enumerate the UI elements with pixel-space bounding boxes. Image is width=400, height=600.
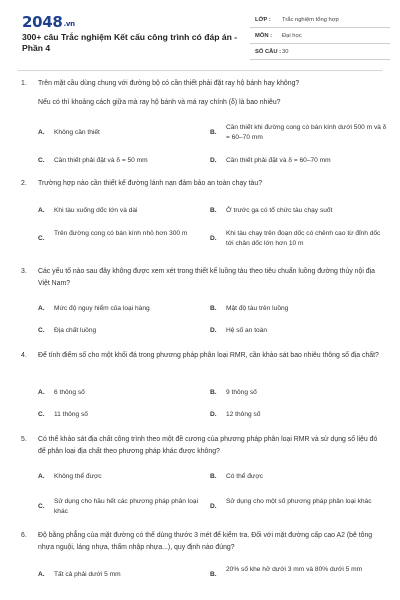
question-number: 3. (21, 268, 27, 275)
option-label: B. (210, 129, 217, 136)
option-label: D. (210, 411, 217, 418)
option-label: D. (210, 157, 217, 164)
option-text: 6 thông số (54, 389, 85, 396)
question-number: 5. (21, 436, 27, 443)
option-text: Không thể được (54, 473, 102, 480)
question-text: Độ bằng phẳng của mặt đường có thể dùng thước 3 mét để kiểm tra. Đối với mặt đường cấp cao A2 (bê tông nhựa nguội, láng nhựa, thấm nhập nhựa...), quy định nào đúng? (38, 532, 373, 551)
option-label: C. (38, 157, 45, 164)
header-divider (18, 70, 382, 71)
option-label: C. (38, 503, 45, 510)
option-text: Tất cả phải dưới 5 mm (54, 571, 121, 578)
option-text: 9 thông số (226, 389, 257, 396)
option-text: Cần thiết khi đường cong có bán kính dưới 500 m và δ = 60–70 mm (226, 124, 387, 141)
option-label: C. (38, 327, 45, 334)
question-number: 2. (21, 180, 27, 187)
option-label: A. (38, 305, 45, 312)
option-label: A. (38, 389, 45, 396)
option-label: B. (210, 305, 217, 312)
question-text: Trường hợp nào cần thiết kế đường lánh nạn đảm bảo an toàn chạy tàu? (38, 180, 263, 187)
option-label: A. (38, 571, 45, 578)
option-text: Không cần thiết (54, 129, 100, 136)
option-label: B. (210, 207, 217, 214)
document-title: 300+ câu Trắc nghiệm Kết cấu công trình có đáp án - Phần 4 (22, 32, 238, 53)
option-label: B. (210, 571, 217, 578)
logo-suffix: .vn (63, 20, 75, 28)
option-text: Mật độ tàu trên luồng (226, 305, 289, 312)
question-number: 6. (21, 532, 27, 539)
option-text: Hệ số an toàn (226, 327, 268, 334)
option-label: B. (210, 389, 217, 396)
question-text: Có thể khảo sát địa chất công trình theo một đề cương của phương pháp phân loại RMR và sử dụng số liệu đó để phân loại địa chất theo phương pháp khác được không? (38, 436, 378, 455)
option-text: Có thể được (226, 473, 263, 480)
option-text: Khi tàu xuống dốc lớn và dài (54, 207, 138, 214)
option-text: Sử dụng cho hầu hết các phương pháp phân loại khác (54, 498, 199, 515)
option-label: D. (210, 235, 217, 242)
option-text: 20% số khe hở dưới 3 mm và 80% dưới 5 mm (226, 566, 363, 573)
option-label: A. (38, 207, 45, 214)
question-text: Để tính điểm số cho một khối đá trong phương pháp phân loại RMR, cần khảo sát bao nhiêu thông số địa chất? (38, 352, 379, 359)
option-label: C. (38, 411, 45, 418)
question-number: 4. (21, 352, 27, 359)
meta-value: Đại học (282, 33, 302, 39)
option-text: 12 thông số (226, 411, 261, 418)
question-text: Trên mặt cầu dùng chung với đường bộ có cần thiết phải đặt ray hộ bánh hay không? (38, 80, 300, 87)
meta-key: LỚP : (255, 17, 271, 23)
meta-row-class (250, 12, 390, 28)
meta-key: MÔN : (255, 33, 273, 39)
option-label: B. (210, 473, 217, 480)
meta-table (250, 12, 390, 60)
option-label: A. (38, 473, 45, 480)
option-label: D. (210, 503, 217, 510)
option-text: Ở trước ga có tổ chức tàu chạy suốt (226, 207, 333, 214)
meta-row-count (250, 44, 390, 60)
question-text: Các yếu tố nào sau đây không được xem xét trong thiết kế luồng tàu theo tiêu chuẩn luồng đường thủy nội địa Việt Nam? (38, 268, 375, 287)
option-text: Cần thiết phải đặt và δ = 50 mm (54, 157, 148, 164)
option-text: Địa chất luồng (54, 327, 97, 334)
option-label: D. (210, 327, 217, 334)
option-label: C. (38, 235, 45, 242)
meta-value: Trắc nghiệm tổng hợp (282, 17, 339, 23)
meta-key: SỐ CÂU : (255, 49, 282, 55)
option-text: Mức độ nguy hiểm của loại hàng (54, 305, 150, 312)
option-text: Trên đường cong có bán kính nhỏ hơn 300 m (54, 230, 188, 237)
site-logo[interactable] (22, 13, 75, 31)
question-number: 1. (21, 80, 27, 87)
option-label: A. (38, 129, 45, 136)
document-header (0, 0, 400, 68)
option-text: 11 thông số (54, 411, 88, 418)
option-text: Sử dụng cho một số phương pháp phân loại khác (226, 498, 372, 505)
option-text: Cần thiết phải đặt và δ = 60–70 mm (226, 157, 331, 164)
question-text-2: Nếu có thì khoảng cách giữa mà ray hộ bánh và má ray chính (δ) là bao nhiêu? (38, 99, 281, 106)
option-text: Khi tàu chạy trên đoạn dốc có chênh cao từ đỉnh dốc tới chân dốc lớn hơn 10 m (226, 230, 381, 247)
meta-row-subject (250, 28, 390, 44)
meta-value: 30 (282, 49, 289, 55)
logo-main: 2048 (22, 13, 63, 31)
